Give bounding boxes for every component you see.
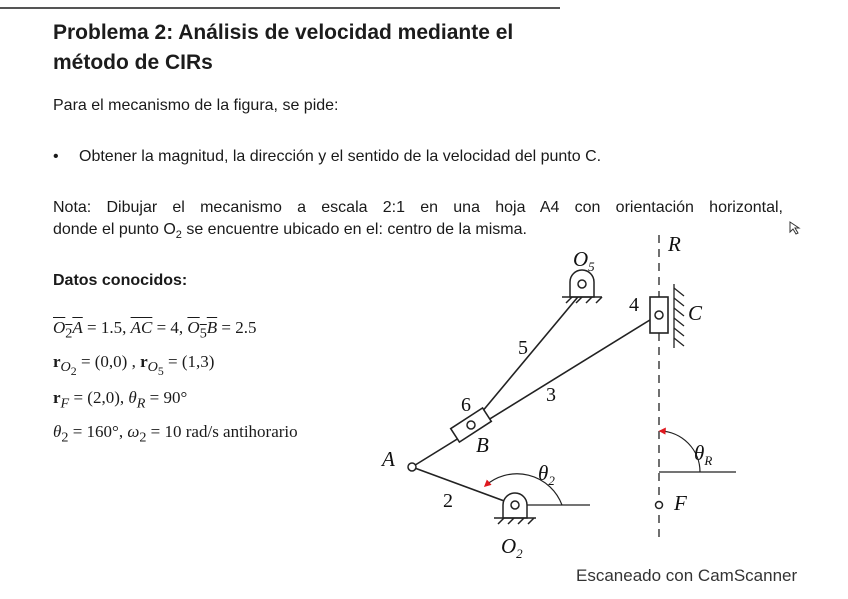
omega-2-sub: 2 xyxy=(139,429,147,446)
mouse-cursor-icon xyxy=(790,222,799,234)
o5b-sub: 5 xyxy=(199,325,207,342)
omega-2-symbol: ω xyxy=(127,422,140,441)
joint-o2 xyxy=(511,501,519,509)
length-ac: $\overline{AC}$ xyxy=(130,318,153,337)
note-line-1: Nota: Dibujar el mecanismo a escala 2:1 en una hoja A4 con orientación horizontal, xyxy=(53,199,783,216)
link-2 xyxy=(412,467,515,505)
label-r: R xyxy=(668,232,681,256)
note-line-2-pre: donde el punto O xyxy=(53,221,176,238)
o2a-a: A xyxy=(72,318,83,337)
joint-o5 xyxy=(578,280,586,288)
label-link-2: 2 xyxy=(443,490,453,512)
r-o5-value: = (1,3) xyxy=(163,352,215,371)
theta-r-sub: R xyxy=(136,395,146,412)
omega-2-value: = 10 rad/s antihorario xyxy=(146,422,298,441)
label-link-5: 5 xyxy=(518,337,528,359)
r-sub-o5-index: 5 xyxy=(157,364,164,379)
theta-2-symbol: θ xyxy=(53,422,62,441)
theta-2-value: = 160°, xyxy=(68,422,128,441)
theta-2-sub: 2 xyxy=(61,429,69,446)
r-vector-1: r xyxy=(53,352,61,371)
label-thetaR: $\theta_R$ xyxy=(694,441,713,468)
theta-r-symbol: θ xyxy=(128,388,137,407)
theta-r-value: = 90° xyxy=(145,388,188,407)
r-sub-o2-index: 2 xyxy=(70,364,77,379)
r-f-value: = (2,0), xyxy=(69,388,129,407)
link-3 xyxy=(412,315,658,467)
known-data-heading: Datos conocidos: xyxy=(53,272,188,289)
o2a-value: = 1.5, xyxy=(82,318,131,337)
label-o2: $O_2$ xyxy=(501,534,523,561)
wall-hatch xyxy=(674,284,684,348)
r-vector-2: r xyxy=(140,352,148,371)
label-theta2: $\theta_2$ xyxy=(538,461,555,488)
o2a-o: O xyxy=(53,318,66,337)
label-link-3: 3 xyxy=(546,384,556,406)
o5b-o: O xyxy=(187,318,200,337)
bullet-text: Obtener la magnitud, la dirección y el sentido de la velocidad del punto C. xyxy=(79,148,602,165)
label-c: C xyxy=(688,301,703,325)
o2a-sub: 2 xyxy=(65,325,73,342)
r-sub-o2-letter: O xyxy=(60,359,71,376)
note-line-2-sub: 2 xyxy=(175,229,182,242)
title-line-2: método de CIRs xyxy=(53,51,213,74)
ac-value: = 4, xyxy=(152,318,188,337)
r-sub-f: F xyxy=(60,395,70,412)
label-link-4: 4 xyxy=(629,294,639,316)
r-o2-value: = (0,0) , xyxy=(76,352,141,371)
note-line-2-post: se encuentre ubicado en el: centro de la misma. xyxy=(181,221,527,238)
intro-text: Para el mecanismo de la figura, se pide: xyxy=(53,97,339,114)
r-sub-o5-letter: O xyxy=(147,359,158,376)
label-b: B xyxy=(476,433,489,457)
o5b-value: = 2.5 xyxy=(217,318,257,337)
joint-c xyxy=(655,311,663,319)
watermark-text: Escaneado con CamScanner xyxy=(576,566,798,585)
point-f xyxy=(656,502,663,509)
label-o5: $O_5$ xyxy=(573,247,595,274)
title-line-1: Problema 2: Análisis de velocidad mediante el xyxy=(53,21,514,44)
bullet-dot-icon: • xyxy=(53,148,59,165)
label-link-6: 6 xyxy=(461,394,471,416)
joint-a xyxy=(408,463,416,471)
joint-b xyxy=(467,421,475,429)
label-f: F xyxy=(674,491,687,515)
o5b-b: B xyxy=(206,318,218,337)
r-vector-3: r xyxy=(53,388,61,407)
label-a: A xyxy=(382,447,395,471)
